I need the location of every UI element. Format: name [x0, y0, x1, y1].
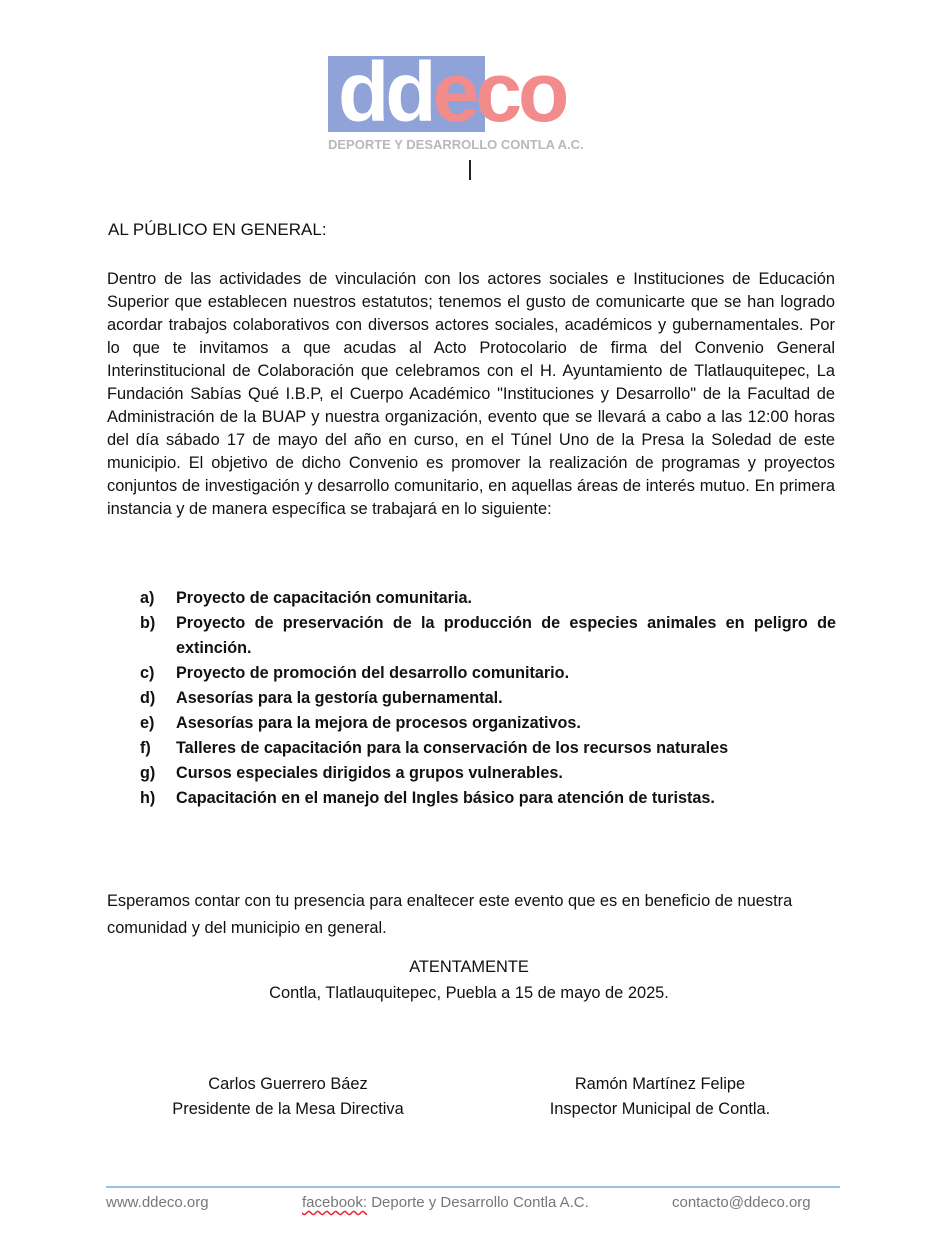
list-item: [140, 586, 836, 611]
list-item: [140, 661, 836, 686]
list-item-text: Talleres de capacitación para la conservación de los recursos naturales: [176, 739, 729, 757]
list-item: [140, 761, 836, 786]
list-item-text: Capacitación en el manejo del Ingles básico para atención de turistas.: [176, 789, 715, 807]
ddeco-logo: [328, 45, 618, 156]
signature-left: [108, 1072, 468, 1122]
footer-website[interactable]: www.ddeco.org: [106, 1194, 209, 1211]
logo-word-eco: eco: [432, 45, 566, 139]
activity-list: [140, 586, 836, 811]
list-item-label: d): [140, 689, 156, 707]
logo-tagline: DEPORTE Y DESARROLLO CONTLA A.C.: [328, 137, 584, 152]
list-item-label: a): [140, 589, 155, 607]
list-item-text: Proyecto de preservación de la producción de especies animales en peligro de extinción.: [176, 614, 836, 657]
logo-wordmark: [338, 42, 565, 142]
signer-name: Carlos Guerrero Báez: [208, 1075, 368, 1093]
logo-word-dd: dd: [338, 45, 433, 139]
signer-title: Inspector Municipal de Contla.: [549, 1100, 771, 1118]
footer-facebook-label: facebook:: [302, 1194, 368, 1211]
salutation: AL PÚBLICO EN GENERAL:: [108, 220, 327, 239]
list-item-text: Asesorías para la mejora de procesos organizativos.: [176, 714, 581, 732]
list-item: [140, 736, 836, 761]
list-item-label: c): [140, 664, 155, 682]
list-item-text: Proyecto de promoción del desarrollo comunitario.: [176, 664, 570, 682]
list-item: [140, 611, 836, 661]
list-item-text: Cursos especiales dirigidos a grupos vulnerables.: [176, 764, 563, 782]
list-item: [140, 711, 836, 736]
attentive-heading: ATENTAMENTE: [409, 958, 529, 976]
list-item-text: Asesorías para la gestoría gubernamental.: [176, 689, 503, 707]
body-paragraph: Dentro de las actividades de vinculación con los actores sociales e Instituciones de Educación Superior que establecen nuestros estatutos; tenemos el gusto de comunicarte que se han logrado acordar trabajos colaborativos con diversos actores sociales, académicos y gubernamentales. Por lo que te invitamos a que acudas al Acto Protocolario de firma del Convenio General Interinstitucional de Colaboración que celebramos con el H. Ayuntamiento de Tlatlauquitepec, La Fundación Sabías Qué I.B.P, el Cuerpo Académico "Instituciones y Desarrollo" de la Facultad de Administración de la BUAP y nuestra organización, evento que se llevará a cabo a las 12:00 horas del día sábado 17 de mayo del año en curso, en el Túnel Uno de la Presa la Soledad de este municipio. El objetivo de dicho Convenio es promover la realización de programas y proyectos conjuntos de investigación y desarrollo comunitario, en aquellas áreas de interés mutuo. En primera instancia y de manera específica se trabajará en lo siguiente:: [107, 270, 835, 518]
signer-title: Presidente de la Mesa Directiva: [172, 1100, 404, 1118]
list-item: [140, 786, 836, 811]
footer-facebook-value: Deporte y Desarrollo Contla A.C.: [367, 1194, 589, 1211]
list-item-label: f): [140, 739, 151, 757]
footer-divider: [106, 1186, 840, 1188]
place-date: Contla, Tlatlauquitepec, Puebla a 15 de mayo de 2025.: [269, 984, 669, 1002]
signer-name: Ramón Martínez Felipe: [574, 1075, 746, 1093]
signature-right: [470, 1072, 850, 1122]
list-item: [140, 686, 836, 711]
list-item-text: Proyecto de capacitación comunitaria.: [176, 589, 472, 607]
list-item-label: h): [140, 789, 156, 807]
closing-paragraph: Esperamos contar con tu presencia para enaltecer este evento que es en beneficio de nuestra comunidad y del municipio en general.: [107, 892, 793, 937]
footer-email[interactable]: contacto@ddeco.org: [672, 1194, 811, 1211]
list-item-label: g): [140, 764, 156, 782]
list-item-label: e): [140, 714, 155, 732]
footer-facebook[interactable]: [302, 1194, 589, 1211]
text-cursor: [469, 160, 471, 180]
list-item-label: b): [140, 614, 156, 632]
